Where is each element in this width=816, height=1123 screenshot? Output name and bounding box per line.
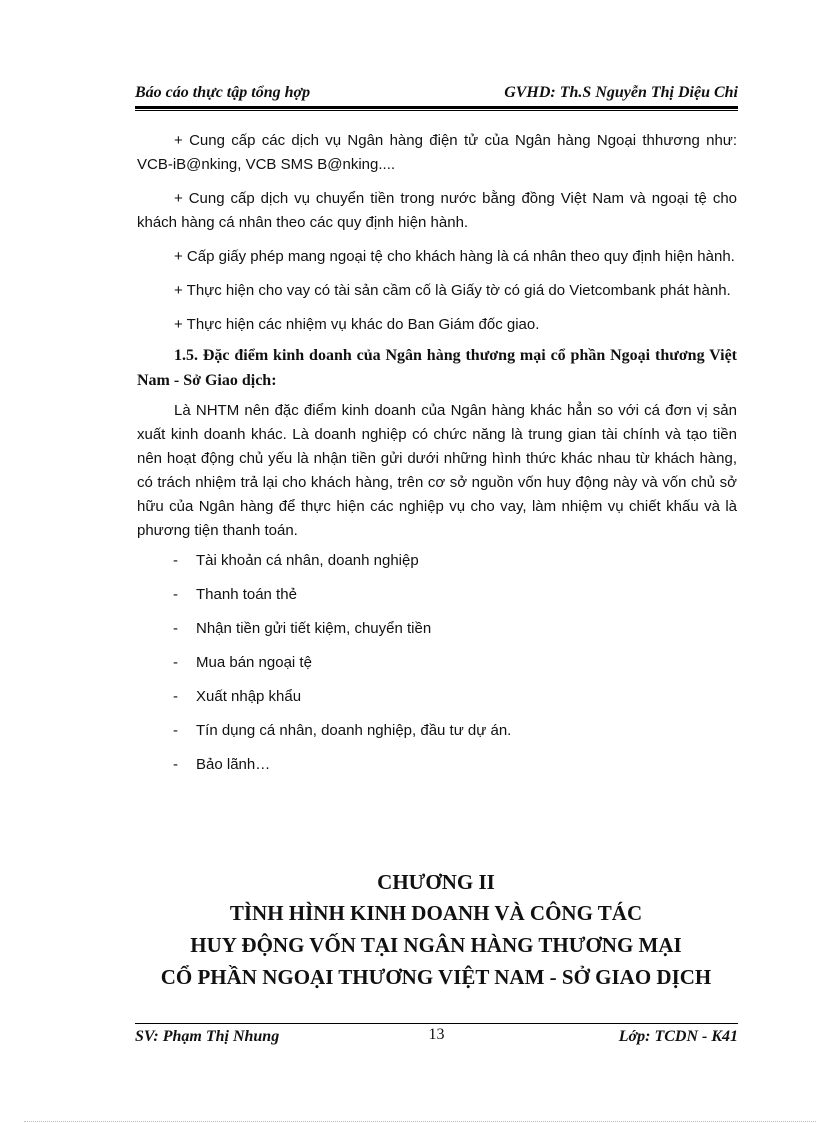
list-item-text: Xuất nhập khẩu [196,688,302,705]
activity-list [137,549,737,787]
paragraph: + Thực hiện các nhiệm vụ khác do Ban Giám đốc giao. [174,316,540,333]
chapter-title-line: TÌNH HÌNH KINH DOANH VÀ CÔNG TÁC [229,901,643,925]
list-item [137,549,737,583]
list-item-text: Mua bán ngoại tệ [196,654,312,671]
list-item-text: Nhận tiền gửi tiết kiệm, chuyển tiền [196,620,432,637]
class-code: Lớp: TCDN - K41 [618,1028,738,1045]
list-item [137,583,737,617]
bullet-dash: - [173,586,178,603]
chapter-title-line: CỔ PHẦN NGOẠI THƯƠNG VIỆT NAM - SỞ GIAO DỊCH [160,965,712,989]
section-heading: 1.5. Đặc điểm kinh doanh của Ngân hàng thương mại cổ phần Ngoại thương Việt Nam - Sở Giao dịch: [137,347,737,389]
list-item [137,685,737,719]
page-bottom-dotted-line [24,1121,816,1122]
page-footer [135,1026,738,1052]
bullet-dash: - [173,688,178,705]
list-item [137,651,737,685]
chapter-heading [120,866,752,993]
report-title: Báo cáo thực tập tổng hợp [135,84,311,101]
bullet-dash: - [173,722,178,739]
paragraph: + Cung cấp dịch vụ chuyển tiền trong nước bằng đồng Việt Nam và ngoại tệ cho khách hàng cá nhân theo các quy định hiện hành. [137,190,737,231]
list-item [137,719,737,753]
bullet-dash: - [173,654,178,671]
footer-rule [135,1023,738,1024]
list-item [137,753,737,787]
paragraph: + Cung cấp các dịch vụ Ngân hàng điện tử của Ngân hàng Ngoại thhương như: VCB-iB@nking, VCB SMS B@nking.... [137,132,737,173]
list-item [137,617,737,651]
section-body: Là NHTM nên đặc điểm kinh doanh của Ngân hàng khác hẳn so với cá đơn vị sản xuất kinh doanh khác. Là doanh nghiệp có chức năng là trung gian tài chính và tạo tiền nên hoạt động chủ yếu là nhận tiền gửi dưới những hình thức khác nhau từ khách hàng, có trách nhiệm trả lại cho khách hàng, trên cơ sở nguồn vốn huy động này và vốn chủ sở hữu của Ngân hàng để thực hiện các nghiệp vụ cho vay, làm nhiệm vụ chiết khấu và là phương tiện thanh toán. [137,402,737,539]
chapter-title-line: HUY ĐỘNG VỐN TẠI NGÂN HÀNG THƯƠNG MẠI [190,933,682,957]
bullet-dash: - [173,756,178,773]
student-name: SV: Phạm Thị Nhung [135,1028,280,1045]
chapter-number: CHƯƠNG II [377,870,495,894]
paragraph: + Thực hiện cho vay có tài sản cầm cố là Giấy tờ có giá do Vietcombank phát hành. [174,282,731,299]
list-item-text: Thanh toán thẻ [196,586,297,603]
list-item-text: Bảo lãnh… [196,756,271,773]
list-item-text: Tài khoản cá nhân, doanh nghiệp [196,552,419,569]
page-header [135,82,738,108]
page-number: 13 [428,1026,445,1043]
paragraph: + Cấp giấy phép mang ngoại tệ cho khách hàng là cá nhân theo quy định hiện hành. [174,248,735,265]
bullet-dash: - [173,620,178,637]
bullet-dash: - [173,552,178,569]
document-body [137,129,737,787]
list-item-text: Tín dụng cá nhân, doanh nghiệp, đầu tư dự án. [196,722,512,739]
header-rule [135,106,738,111]
advisor-name: GVHD: Th.S Nguyễn Thị Diệu Chi [504,84,738,101]
